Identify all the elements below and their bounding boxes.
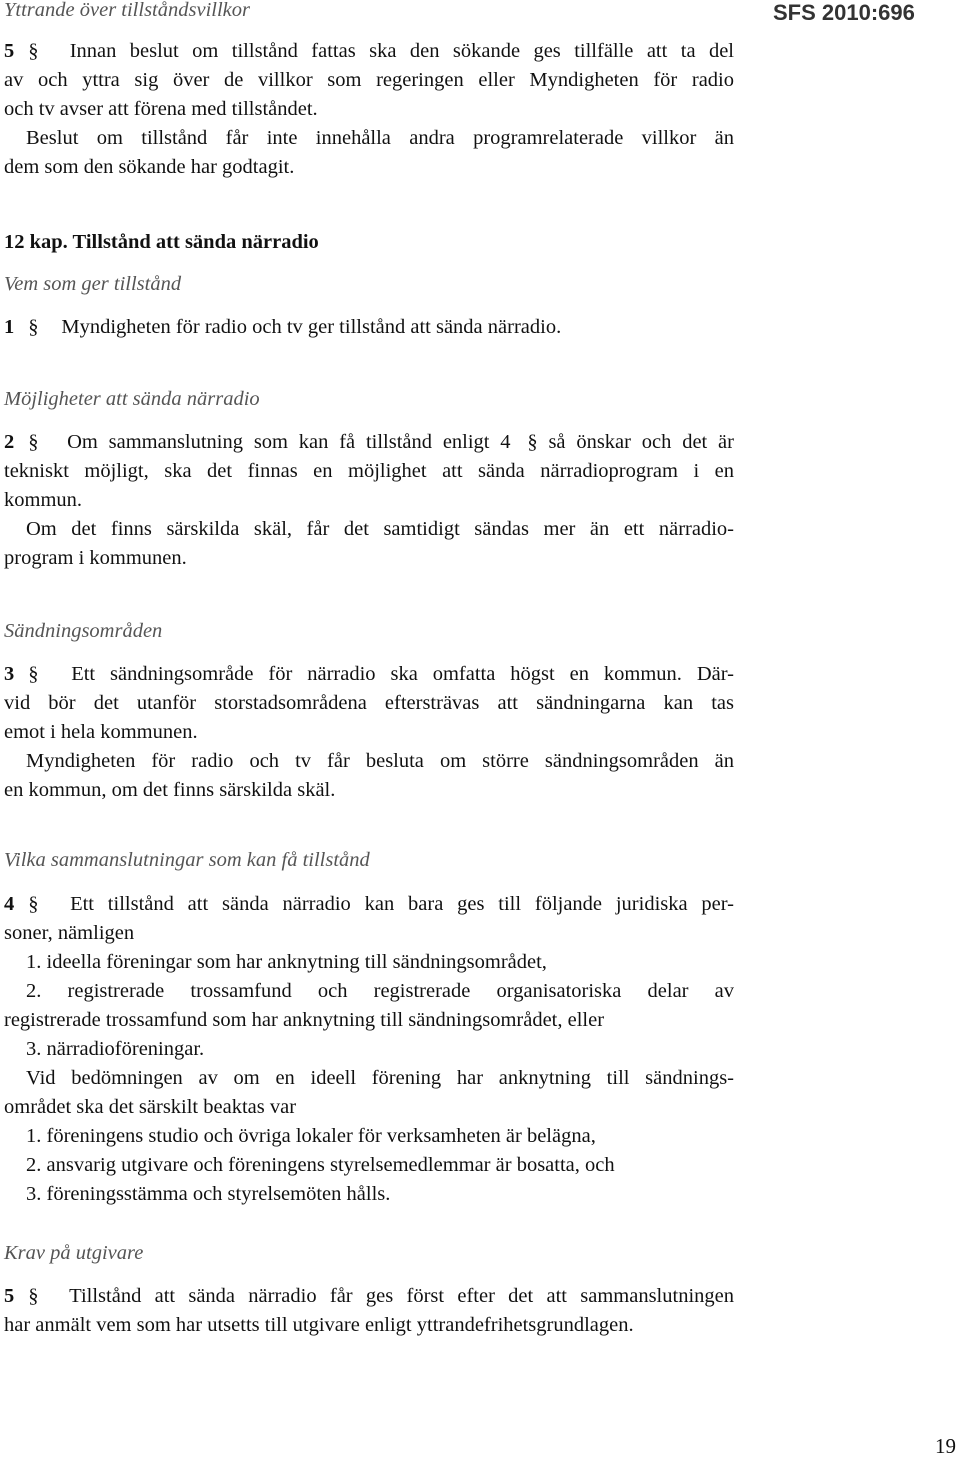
text-line: Innan beslut om tillstånd fattas ska den sökande ges tillfälle att ta del [69,40,735,62]
list-item: 1. föreningens studio och övriga lokaler för verksamheten är belägna, [26,1125,596,1147]
section-sign: § [527,431,538,453]
section-heading: Vem som ger tillstånd [4,273,182,295]
text-line: vid bör det utanför storstadsområdena eftersträvas att sändningarna kan tas [4,692,734,714]
text-line: Beslut om tillstånd får inte innehålla andra programrelaterade villkor än [26,127,734,149]
text-line: området ska det särskilt beaktas var [4,1096,297,1118]
section-sign: § [28,40,39,62]
paragraph-number: 3 [4,663,15,685]
section-sign: § [28,663,39,685]
text-line: Om det finns särskilda skäl, får det samtidigt sändas mer än ett närradio- [26,518,734,540]
text-line: har anmält vem som har utsetts till utgivare enligt yttrandefrihetsgrundlagen. [4,1314,634,1336]
paragraph [4,890,734,1209]
list-item: 2. ansvarig utgivare och föreningens styrelsemedlemmar är bosatta, och [26,1154,615,1176]
paragraph-number: 2 [4,431,15,453]
text-line: tekniskt möjligt, ska det finnas en möjlighet att sända närradioprogram i en [4,460,734,482]
page-number: 19 [935,1434,956,1458]
text-line: Myndigheten för radio och tv får besluta om större sändningsområden än [26,750,734,772]
text-line: Ett tillstånd att sända närradio kan bara ges till följande juridiska per- [70,893,734,915]
paragraph [4,37,734,182]
section-heading: Vilka sammanslutningar som kan få tillstånd [4,849,370,871]
text-line: registrerade trossamfund som har anknytning till sändningsområdet, eller [4,1009,605,1031]
paragraph [4,428,734,573]
paragraph-number: 5 [4,40,15,62]
paragraph [4,1282,734,1340]
section-sign: § [28,431,39,453]
list-item: 3. föreningsstämma och styrelsemöten hålls. [26,1183,391,1205]
section-heading: Sändningsområden [4,620,163,642]
section-sign: § [28,1285,39,1307]
text-line: dem som den sökande har godtagit. [4,156,295,178]
text-line: Myndigheten för radio och tv ger tillstånd att sända närradio. [61,316,562,338]
text-line: en kommun, om det finns särskilda skäl. [4,779,336,801]
text-line: Om sammanslutning som kan få tillstånd enligt 4 [67,431,511,453]
chapter-heading: 12 kap. Tillstånd att sända närradio [4,231,319,253]
text-line: soner, nämligen [4,922,135,944]
text-line: av och yttra sig över de villkor som regeringen eller Myndigheten för radio [4,69,734,91]
paragraph [4,313,734,342]
paragraph-number: 1 [4,316,15,338]
paragraph [4,660,734,805]
text-line: Vid bedömningen av om en ideell förening har anknytning till sändnings- [26,1067,734,1089]
section-sign: § [28,316,39,338]
list-item: 3. närradioföreningar. [26,1038,205,1060]
sfs-number: SFS 2010:696 [773,0,915,25]
section-heading: Yttrande över tillståndsvillkor [4,0,250,21]
text-line: kommun. [4,489,83,511]
paragraph-number: 5 [4,1285,15,1307]
section-sign: § [28,893,39,915]
list-item: 1. ideella föreningar som har anknytning till sändningsområdet, [26,951,547,973]
text-line: så önskar och det är [548,431,734,453]
text-line: och tv avser att förena med tillståndet. [4,98,318,120]
section-heading: Krav på utgivare [4,1242,144,1264]
paragraph-number: 4 [4,893,15,915]
list-item: 2. registrerade trossamfund och registrerade organisatoriska delar av [26,980,734,1002]
text-line: Ett sändningsområde för närradio ska omfatta högst en kommun. Där- [71,663,734,685]
section-heading: Möjligheter att sända närradio [4,388,260,410]
text-line: emot i hela kommunen. [4,721,198,743]
text-line: program i kommunen. [4,547,187,569]
text-line: Tillstånd att sända närradio får ges först efter det att sammanslutningen [69,1285,734,1307]
